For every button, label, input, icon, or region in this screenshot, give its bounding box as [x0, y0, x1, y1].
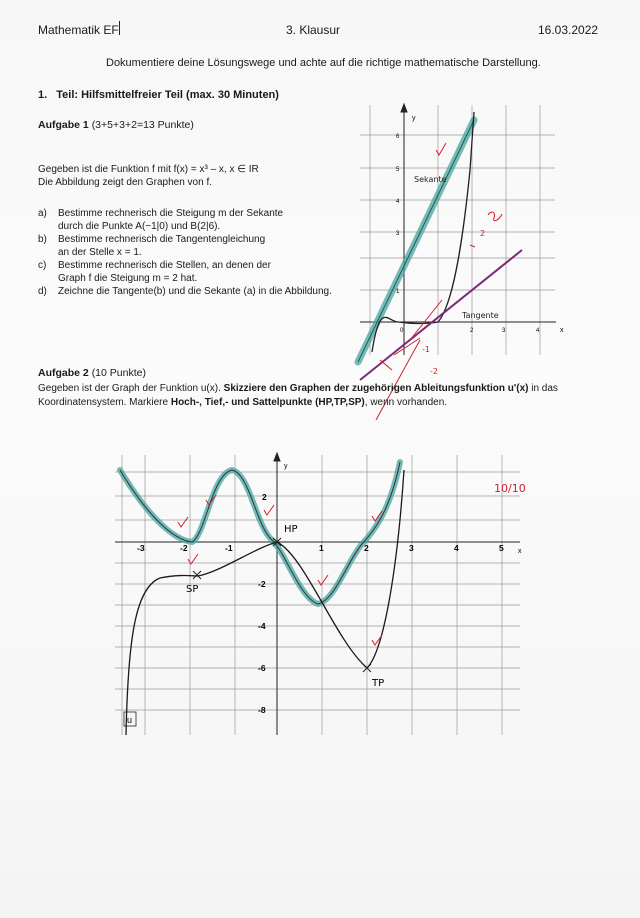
list-item — [38, 260, 368, 285]
x-tick-label: 5 — [499, 543, 504, 553]
exam-label: 3. Klausur — [286, 23, 341, 37]
item-marker: c) — [38, 260, 47, 271]
section-number: 1. — [38, 89, 48, 101]
item-marker: a) — [38, 208, 47, 219]
task2-text — [38, 382, 618, 410]
sp-label: SP — [186, 584, 199, 595]
x-tick-label: 4 — [454, 543, 459, 553]
section-heading — [38, 89, 279, 101]
subject-label: Mathematik EF — [38, 23, 119, 37]
x-tick-label: 1 — [319, 543, 324, 553]
y-tick-label: -8 — [258, 705, 266, 715]
task2-text-part: in das Koordinatensystem. Markiere — [38, 383, 558, 408]
task2-title: Aufgabe 2 — [38, 367, 89, 379]
item-marker: d) — [38, 286, 47, 297]
task1-items — [38, 208, 368, 300]
function-label: u — [127, 715, 133, 725]
section-title: Teil: Hilfsmittelfreier Teil (max. 30 Minuten) — [56, 89, 279, 101]
item-text-line1: Bestimme rechnerisch die Steigung m der Sekante — [58, 208, 284, 219]
item-text-line1: Bestimme rechnerisch die Stellen, an denen der — [58, 260, 271, 271]
instruction-text: Dokumentiere deine Lösungswege und achte auf die richtige mathematische Darstellung. — [106, 57, 541, 69]
y-tick-label: 6 — [396, 134, 400, 140]
item-marker: b) — [38, 234, 47, 245]
y-tick-label: -4 — [258, 621, 266, 631]
task2-text-part: , wenn vorhanden. — [364, 397, 448, 408]
secant-annotation: Sekante — [414, 175, 447, 184]
axes — [360, 104, 556, 355]
task2-text-part: Gegeben ist der Graph der Funktion u(x). — [38, 383, 224, 394]
item-text-line1: Zeichne die Tangente(b) und die Sekante (a) in die Abbildung. — [58, 286, 332, 297]
correction-label: -1 — [422, 345, 430, 354]
y-tick-label: 5 — [396, 167, 400, 173]
x-tick-label: 2 — [364, 543, 369, 553]
task2-graph — [110, 440, 540, 740]
task1-graph — [350, 100, 590, 420]
tangent-annotation: Tangente — [462, 311, 499, 320]
task2-points: (10 Punkte) — [91, 367, 146, 379]
correction-label: -2 — [430, 367, 438, 376]
secant-line — [358, 120, 474, 362]
function-u-curve — [126, 470, 404, 735]
task2-text-bold: Skizziere den Graphen der zugehörigen Ableitungsfunktion u'(x) — [223, 383, 529, 394]
task2-heading — [38, 367, 146, 379]
correction-checkmarks — [178, 495, 382, 645]
list-item — [38, 234, 368, 259]
x-axis-label: x — [560, 327, 564, 334]
task1-title: Aufgabe 1 — [38, 119, 89, 131]
grade-annotation: 10/10 — [494, 482, 526, 495]
grid — [360, 105, 555, 355]
x-tick-label: -2 — [180, 543, 188, 553]
task1-points: (3+5+3+2=13 Punkte) — [91, 119, 194, 131]
task1-intro-line1: Gegeben ist die Funktion f mit f(x) = x³ – x, x ∈ IR — [38, 164, 259, 175]
y-tick-label: 2 — [262, 492, 267, 502]
y-axis-label: y — [284, 463, 288, 470]
task1-intro-line2: Die Abbildung zeigt den Graphen von f. — [38, 177, 213, 188]
task2-text-bold: Hoch-, Tief,- und Sattelpunkte (HP,TP,SP) — [170, 397, 365, 408]
y-tick-label: 3 — [396, 231, 400, 237]
x-tick-label: -3 — [137, 543, 145, 553]
y-tick-label: -6 — [258, 663, 266, 673]
date-label: 16.03.2022 — [538, 23, 599, 37]
correction-label: 2 — [480, 229, 486, 238]
y-tick-label: 1 — [396, 289, 400, 295]
hp-label: HP — [284, 524, 298, 535]
x-tick-label: 3 — [502, 328, 506, 334]
item-text-line2: durch die Punkte A(−1|0) und B(2|6). — [58, 220, 221, 232]
list-item — [38, 208, 368, 233]
x-axis-label: x — [518, 548, 522, 555]
x-tick-label: -1 — [225, 543, 233, 553]
item-text-line1: Bestimme rechnerisch die Tangentengleichung — [58, 234, 266, 245]
item-text-line2: Graph f die Steigung m = 2 hat. — [58, 272, 198, 284]
item-text-line2: an der Stelle x = 1. — [58, 246, 142, 258]
y-tick-label: 4 — [396, 199, 400, 205]
tp-label: TP — [372, 678, 385, 689]
task1-heading — [38, 119, 194, 131]
list-item — [38, 286, 368, 299]
x-tick-label: 2 — [470, 328, 474, 334]
text-cursor — [119, 21, 120, 35]
x-tick-label: 0 — [400, 328, 404, 334]
x-tick-label: 3 — [409, 543, 414, 553]
y-tick-label: -2 — [258, 579, 266, 589]
y-axis-label: y — [412, 115, 416, 122]
x-tick-label: 4 — [536, 328, 540, 334]
